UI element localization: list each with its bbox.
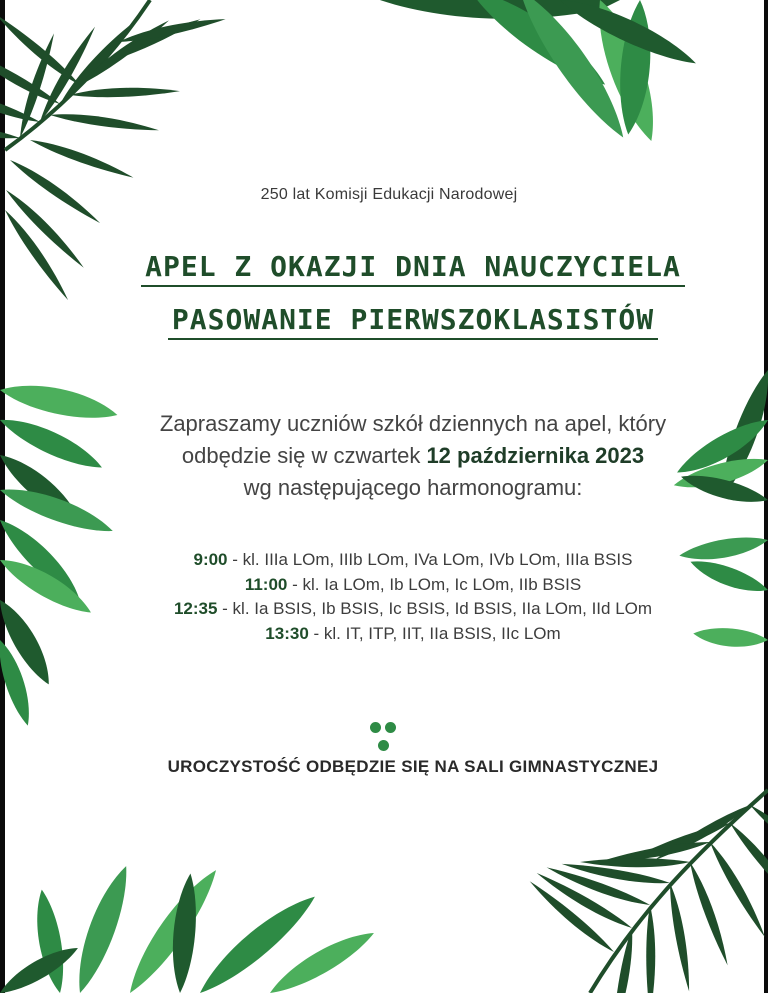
schedule-item: [0, 573, 768, 598]
schedule-classes: - kl. Ia BSIS, Ib BSIS, Ic BSIS, Id BSIS, IIa LOm, IId LOm: [217, 599, 653, 618]
schedule-list: [0, 548, 768, 646]
subtitle: 250 lat Komisji Edukacji Narodowej: [260, 186, 518, 203]
schedule-time: 9:00: [193, 550, 228, 569]
invite-line-1: Zapraszamy uczniów szkół dziennych na apel, który: [159, 411, 667, 436]
invite-line-2-prefix: odbędzie się w czwartek: [181, 443, 427, 468]
invitation-text: [0, 408, 768, 504]
schedule-classes: - kl. IT, ITP, IIT, IIa BSIS, IIc LOm: [308, 623, 561, 643]
title-line-2-text: PASOWANIE PIERWSZOKLASISTÓW: [168, 305, 658, 340]
schedule-time: 11:00: [244, 574, 288, 594]
venue-note: UROCZYSTOŚĆ ODBĘDZIE SIĘ NA SALI GIMNASTYCZNEJ: [167, 757, 659, 776]
dot: [370, 722, 381, 733]
invite-line-2: [0, 440, 768, 472]
dot: [378, 740, 389, 751]
title-line-1: [0, 250, 768, 287]
schedule-time: 13:30: [265, 623, 309, 643]
schedule-classes: - kl. Ia LOm, Ib LOm, Ic LOm, IIb BSIS: [287, 574, 582, 594]
schedule-item: [0, 622, 768, 647]
schedule-item: [0, 597, 768, 622]
title-line-2: [0, 303, 768, 340]
invite-line-3: wg następującego harmonogramu:: [243, 475, 583, 500]
schedule-classes: - kl. IIIa LOm, IIIb LOm, IVa LOm, IVb LOm, IIIa BSIS: [227, 550, 633, 569]
event-date: 12 października 2023: [426, 443, 645, 468]
title-line-1-text: APEL Z OKAZJI DNIA NAUCZYCIELA: [141, 252, 685, 287]
dots-separator-icon: [364, 720, 406, 732]
schedule-time: 12:35: [173, 599, 218, 618]
schedule-item: [0, 548, 768, 573]
dot: [385, 722, 396, 733]
